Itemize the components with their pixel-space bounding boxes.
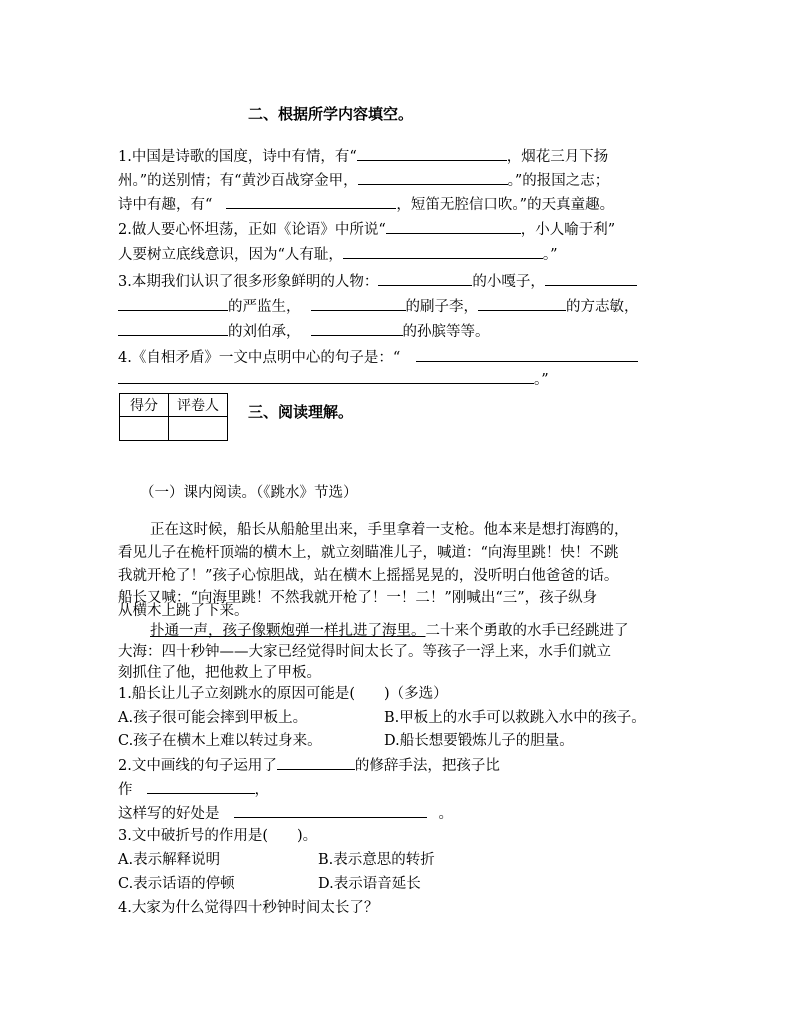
q2-line2 [118, 243, 558, 265]
passage-line: 刻抓住了他，把他救上了甲板。 [118, 665, 321, 681]
q3-line3 [118, 320, 490, 342]
q3-text: 的孙膑等等。 [402, 324, 490, 340]
q3-text: 的方志敏， [566, 299, 639, 315]
reading-q2-blank-3[interactable] [234, 802, 427, 818]
reading-q2-blank-2[interactable] [147, 778, 255, 794]
reading-q2-line2 [118, 778, 269, 800]
q1-line2 [118, 169, 609, 191]
passage-line: 正在这时候，船长从船舱里出来，手里拿着一支枪。他本来是想打海鸥的， [150, 522, 629, 538]
score-cell[interactable] [120, 417, 169, 441]
reading-subtitle: （一）课内阅读。（《跳水》节选） [140, 485, 358, 501]
q3-text: 的小嘎子， [472, 274, 545, 290]
passage-line: 从横木上跳了下来。 [118, 603, 249, 619]
q3-blank-1[interactable] [378, 270, 472, 286]
passage-text: 二十来个勇敢的水手已经跳进了 [425, 623, 629, 639]
reading-q2-blank-1[interactable] [277, 754, 355, 770]
reading-q2-text: ， [254, 782, 269, 798]
q3-blank-5[interactable] [478, 295, 566, 311]
section2-title: 二、根据所学内容填空。 [248, 105, 414, 123]
q3-line2 [118, 295, 639, 317]
q2-blank-2[interactable] [343, 243, 543, 259]
reading-q3-option-c[interactable]: C.表示话语的停顿 [118, 876, 235, 892]
q1-line1 [118, 145, 608, 167]
q3-blank-2[interactable] [545, 270, 637, 286]
reading-q3-option-b[interactable]: B.表示意思的转折 [318, 852, 435, 868]
reading-q2-line1 [118, 754, 500, 776]
q1-blank-3[interactable] [226, 193, 396, 209]
q2-text: 。” [542, 247, 558, 263]
q3-blank-6[interactable] [118, 320, 228, 336]
q4-text: 。” [534, 372, 549, 388]
reading-q1-option-c[interactable]: C.孩子在横木上难以转过身来。 [118, 733, 322, 749]
reading-q4-stem: 4.大家为什么觉得四十秒钟时间太长了？ [118, 900, 379, 916]
q1-text: 诗中有趣，有“ [118, 197, 213, 213]
q2-text: 2.做人要心怀坦荡，正如《论语》中所说“ [118, 222, 386, 238]
q1-text: 州。”的送别情；有“黄沙百战穿金甲， [118, 173, 358, 189]
q3-text: 的严监生， [228, 299, 301, 315]
q4-blank-2[interactable] [118, 368, 534, 384]
reading-q1-option-b[interactable]: B.甲板上的水手可以救跳入水中的孩子。 [384, 710, 646, 726]
reading-q2-text: 作 [118, 782, 133, 798]
q4-line1 [118, 346, 638, 368]
reading-q2-text: 。 [438, 806, 453, 822]
reading-q2-text: 这样写的好处是 [118, 806, 220, 822]
q2-text: 人要树立底线意识，因为“人有耻， [118, 247, 343, 263]
q1-text: ，短笛无腔信口吹。”的天真童趣。 [396, 197, 615, 213]
reading-q3-stem: 3.文中破折号的作用是( )。 [118, 828, 318, 844]
reading-q2-line3 [118, 802, 453, 824]
passage-line [150, 621, 629, 641]
reading-q3-option-d[interactable]: D.表示语音延长 [318, 876, 421, 892]
q3-blank-7[interactable] [311, 320, 403, 336]
q4-blank-1[interactable] [416, 346, 638, 362]
reading-q1-option-a[interactable]: A.孩子很可能会摔到甲板上。 [118, 710, 308, 726]
grader-header: 评卷人 [169, 394, 228, 417]
passage-line: 我就开枪了！”孩子心惊胆战，站在横木上摇摇晃晃的，没听明白他爸爸的话。 [118, 568, 619, 584]
passage-line: 船长又喊：“向海里跳！不然我就开枪了！一！二！”刚喊出“三”，孩子纵身 [118, 590, 598, 606]
q3-text: 3.本期我们认识了很多形象鲜明的人物： [118, 274, 379, 290]
q2-blank-1[interactable] [386, 218, 521, 234]
q1-text: 。”的报国之志； [507, 173, 610, 189]
q3-line1 [118, 270, 637, 292]
q4-line2 [118, 368, 549, 390]
q4-text: 4.《自相矛盾》一文中点明中心的句子是：“ [118, 350, 401, 366]
q3-blank-4[interactable] [311, 295, 406, 311]
reading-q3-option-a[interactable]: A.表示解释说明 [118, 852, 221, 868]
reading-q2-text: 的修辞手法，把孩子比 [354, 758, 500, 774]
reading-q1-option-d[interactable]: D.船长想要锻炼儿子的胆量。 [384, 733, 574, 749]
q1-blank-2[interactable] [358, 169, 508, 185]
grader-cell[interactable] [169, 417, 228, 441]
reading-q2-text: 2.文中画线的句子运用了 [118, 758, 277, 774]
score-table [119, 393, 228, 441]
q1-blank-1[interactable] [357, 145, 507, 161]
section3-title: 三、阅读理解。 [248, 403, 354, 421]
q3-text: 的刘伯承， [228, 324, 301, 340]
q2-text: ，小人喻于利” [520, 222, 616, 238]
q3-text: 的刷子李， [405, 299, 478, 315]
passage-line: 大海：四十秒钟——大家已经觉得时间太长了。等孩子一浮上来，水手们就立 [118, 644, 611, 660]
q2-line1 [118, 218, 615, 240]
score-header: 得分 [120, 394, 169, 417]
passage-line: 看见儿子在桅杆顶端的横木上，就立刻瞄准儿子，喊道：“向海里跳！快！不跳 [118, 545, 619, 561]
q1-text: ，烟花三月下扬 [506, 149, 609, 165]
q3-blank-3[interactable] [118, 295, 228, 311]
q1-text: 1.中国是诗歌的国度，诗中有情，有“ [118, 149, 357, 165]
reading-q1-stem: 1.船长让儿子立刻跳水的原因可能是( )（多选） [118, 686, 448, 702]
q1-line3 [118, 193, 614, 215]
underlined-sentence: 扑通一声，孩子像颗炮弹一样扎进了海里。 [150, 623, 426, 639]
